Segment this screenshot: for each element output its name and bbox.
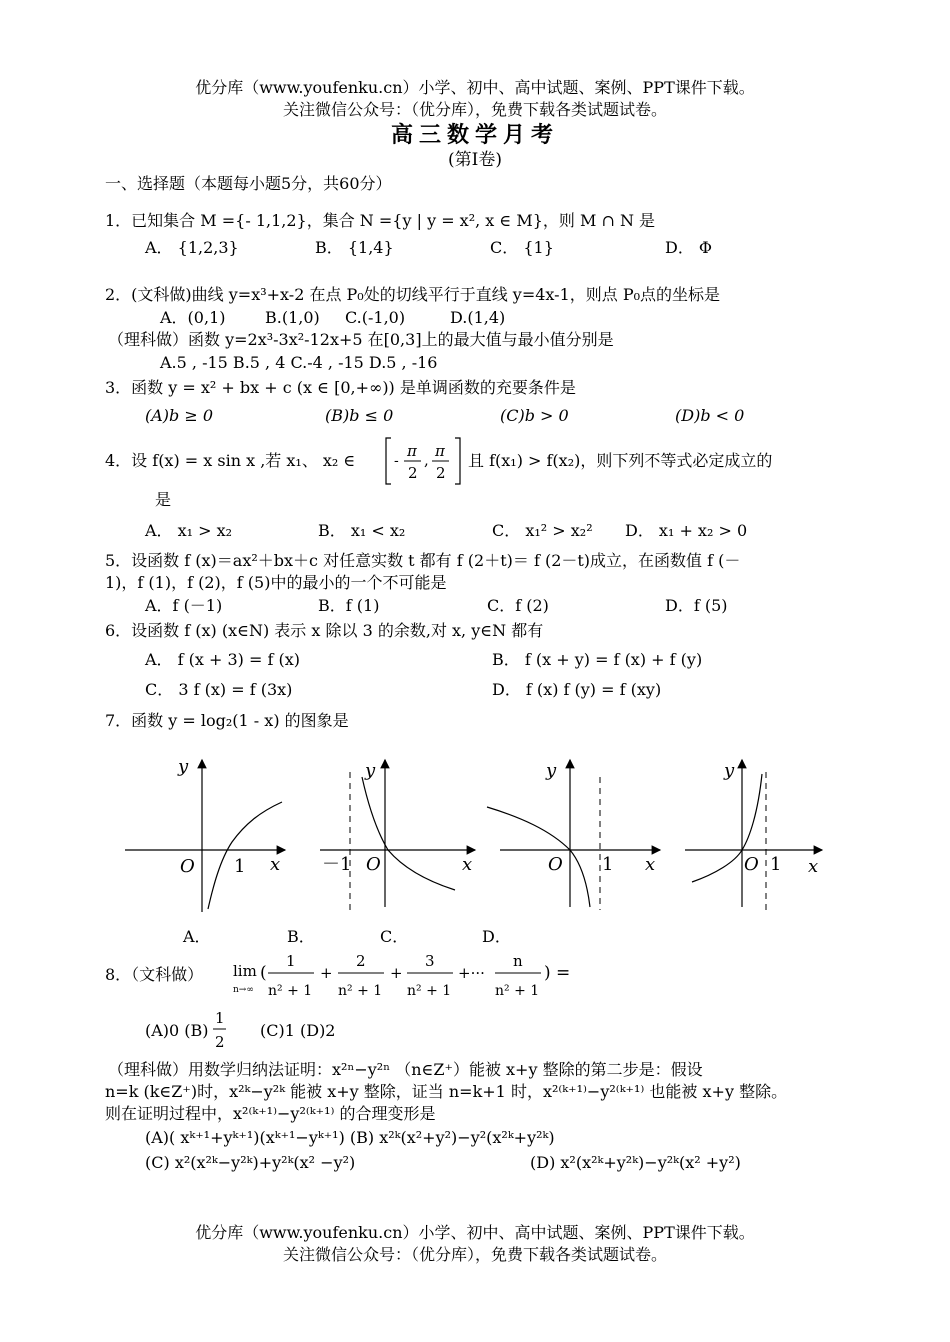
q8-li-line-1: （理科做）用数学归纳法证明：x²ⁿ−y²ⁿ （n∈Z⁺）能被 x+y 整除的第二步是：假设: [108, 1060, 703, 1079]
term-3: [407, 952, 453, 999]
footer-line-1: 优分库（www.youfenku.cn）小学、初中、高中试题、案例、PPT课件下载。: [195, 1223, 755, 1242]
term-n-num: n: [513, 952, 523, 970]
q8-wen-options-cd: (C)1 (D)2: [260, 1021, 336, 1040]
graph-c: [487, 760, 660, 910]
right-bracket: [455, 438, 460, 484]
q6-stem: 6．设函数 f (x) (x∈N) 表示 x 除以 3 的余数,对 x, y∈N 都有: [105, 621, 544, 640]
graph-c-curve: [487, 807, 590, 907]
term-2: [338, 952, 384, 999]
q3-stem: 3．函数 y = x² + bx + c (x ∈ [0,+∞)) 是单调函数的充要条件是: [105, 378, 576, 397]
q2-li-options: A.5 , -15 B.5 , 4 C.-4 , -15 D.5 , -16: [160, 353, 438, 372]
term-1: [268, 952, 314, 999]
q3-option-d: (D)b < 0: [675, 406, 745, 425]
graph-a-one-label: 1: [234, 856, 246, 877]
left-bracket: [386, 438, 391, 484]
q5-stem-a: 5．设函数 f (x)＝ax²＋bx＋c 对任意实数 t 都有 f (2＋t)＝ f (2－t)成立，在函数值 f (－: [105, 551, 741, 570]
q3-option-c: (C)b > 0: [500, 406, 569, 425]
graph-a-y-label: y: [178, 756, 189, 777]
q4-option-c: C． x₁² > x₂²: [492, 521, 593, 540]
two-denominator-2: 2: [436, 464, 446, 482]
term-1-den: n² + 1: [268, 983, 313, 999]
q7-stem: 7．函数 y = log₂(1 - x) 的图象是: [105, 711, 349, 730]
plus-1: +: [320, 964, 333, 982]
section-heading: 一、选择题（本题每小题5分，共60分）: [105, 174, 392, 193]
graph-b-origin-label: O: [366, 854, 381, 875]
right-paren-equals: ) =: [544, 963, 571, 983]
graph-d-x-label: x: [808, 856, 819, 877]
term-n-den: n² + 1: [495, 983, 540, 999]
graph-c-origin-label: O: [548, 854, 563, 875]
q7-label-a: A．: [183, 927, 211, 946]
term-2-den: n² + 1: [338, 983, 383, 999]
q8-li-options-ab: (A)( xᵏ⁺¹+yᵏ⁺¹)(xᵏ⁺¹−yᵏ⁺¹) (B) x²ᵏ(x²+y²)−y²(x²ᵏ+y²ᵏ): [145, 1128, 555, 1147]
q4-stem-b: 且 f(x₁) > f(x₂)，则下列不等式必定成立的: [468, 451, 773, 470]
two-denominator-1: 2: [408, 464, 418, 482]
q5-option-d: D．f (5): [665, 596, 728, 615]
q8-limit-expression: [230, 948, 580, 1004]
term-1-num: 1: [286, 952, 296, 970]
q1-option-a: A． {1,2,3}: [145, 238, 239, 257]
term-2-num: 2: [356, 952, 366, 970]
q1-option-c: C． {1}: [490, 238, 554, 257]
minus-sign: -: [394, 453, 399, 469]
graph-d: [685, 760, 822, 910]
q4-option-b: B． x₁ < x₂: [318, 521, 406, 540]
half-numerator: 1: [215, 1009, 225, 1027]
q7-label-b: B．: [287, 927, 315, 946]
q4-stem-c: 是: [155, 490, 172, 509]
lim-text: lim: [233, 962, 257, 980]
q5-option-c: C．f (2): [487, 596, 549, 615]
graph-c-x-label: x: [645, 854, 656, 875]
q1-option-d: D． Φ: [665, 238, 713, 257]
q2-wen-stem: 2．(文科做)曲线 y=x³+x-2 在点 P₀处的切线平行于直线 y=4x-1，则点 P₀点的坐标是: [105, 285, 721, 304]
q4-interval-svg: [383, 434, 463, 488]
q8-wen-prefix: 8．（文科做）: [105, 965, 204, 984]
pi-numerator-1: π: [407, 442, 417, 460]
graph-a: [125, 756, 285, 912]
term-n: [495, 952, 541, 999]
comma: ,: [424, 451, 429, 469]
term-3-num: 3: [425, 952, 435, 970]
graph-b-neg-one-label: －1: [322, 854, 352, 875]
plus-dots: +···: [458, 964, 485, 982]
graph-b: [320, 760, 475, 910]
q8-li-option-c: (C) x²(x²ᵏ−y²ᵏ)+y²ᵏ(x² −y²): [145, 1153, 356, 1172]
exam-title: 高三数学月考: [390, 122, 559, 148]
graph-c-one-label: 1: [602, 854, 614, 875]
q6-option-a: A． f (x + 3) = f (x): [145, 650, 301, 669]
q6-option-d: D． f (x) f (y) = f (xy): [492, 680, 662, 699]
q4-option-d: D． x₁ + x₂ > 0: [625, 521, 748, 540]
q5-stem-b: 1)，f (1)，f (2)，f (5)中的最小的一个不可能是: [105, 573, 447, 592]
lim-subscript: n→∞: [233, 985, 254, 995]
q5-option-b: B．f (1): [318, 596, 380, 615]
half-denominator: 2: [215, 1033, 225, 1051]
graph-b-y-label: y: [365, 760, 376, 781]
q2-wen-option-b: B.(1,0): [265, 308, 320, 327]
q8-li-line-2: n=k (k∈Z⁺)时，x²ᵏ−y²ᵏ 能被 x+y 整除，证当 n=k+1 时，x²⁽ᵏ⁺¹⁾−y²⁽ᵏ⁺¹⁾ 也能被 x+y 整除。: [105, 1082, 788, 1101]
q6-option-b: B． f (x + y) = f (x) + f (y): [492, 650, 703, 669]
q2-li-stem: （理科做）函数 y=2x³-3x²-12x+5 在[0,3]上的最大值与最小值分别是: [108, 330, 614, 349]
graph-d-origin-label: O: [744, 854, 759, 875]
plus-2: +: [390, 964, 403, 982]
q4-option-a: A． x₁ > x₂: [145, 521, 233, 540]
q3-option-a: (A)b ≥ 0: [145, 406, 214, 425]
q2-wen-option-c: C.(-1,0): [345, 308, 406, 327]
graph-a-origin-label: O: [180, 856, 195, 877]
pi-numerator-2: π: [435, 442, 445, 460]
q7-graphs: [110, 752, 840, 917]
q7-label-d: D．: [482, 927, 511, 946]
q1-stem: 1．已知集合 M ={- 1,1,2}，集合 N ={y | y = x², x ∈ M}，则 M ∩ N 是: [105, 211, 656, 230]
q8-li-option-d: (D) x²(x²ᵏ+y²ᵏ)−y²ᵏ(x² +y²): [530, 1153, 741, 1172]
q4-stem-a: 4．设 f(x) = x sin x ,若 x₁、 x₂ ∈: [105, 451, 356, 470]
q2-wen-option-d: D.(1,4): [450, 308, 506, 327]
term-3-den: n² + 1: [407, 983, 452, 999]
q5-option-a: A．f (－1): [145, 596, 223, 615]
q8-wen-options-ab: (A)0 (B): [145, 1021, 209, 1040]
q1-option-b: B． {1,4}: [315, 238, 394, 257]
footer-line-2: 关注微信公众号：（优分库），免费下载各类试题试卷。: [282, 1245, 667, 1264]
q4-interval: [383, 434, 463, 488]
header-line-2: 关注微信公众号：（优分库），免费下载各类试题试卷。: [282, 100, 667, 119]
q8-li-line-3: 则在证明过程中，x²⁽ᵏ⁺¹⁾−y²⁽ᵏ⁺¹⁾ 的合理变形是: [105, 1104, 436, 1123]
q2-wen-option-a: A．(0,1): [160, 308, 226, 327]
q7-label-c: C．: [380, 927, 409, 946]
graph-a-x-label: x: [270, 854, 281, 875]
q6-option-c: C． 3 f (x) = f (3x): [145, 680, 293, 699]
exam-subtitle: (第Ⅰ卷): [448, 150, 502, 170]
left-paren: (: [260, 963, 267, 983]
graph-d-one-label: 1: [770, 854, 782, 875]
graph-c-y-label: y: [546, 760, 557, 781]
q3-option-b: (B)b ≤ 0: [325, 406, 394, 425]
header-line-1: 优分库（www.youfenku.cn）小学、初中、高中试题、案例、PPT课件下载。: [195, 78, 755, 97]
graph-d-y-label: y: [724, 760, 735, 781]
graph-b-x-label: x: [462, 854, 473, 875]
q8-half-fraction: [212, 1006, 228, 1052]
